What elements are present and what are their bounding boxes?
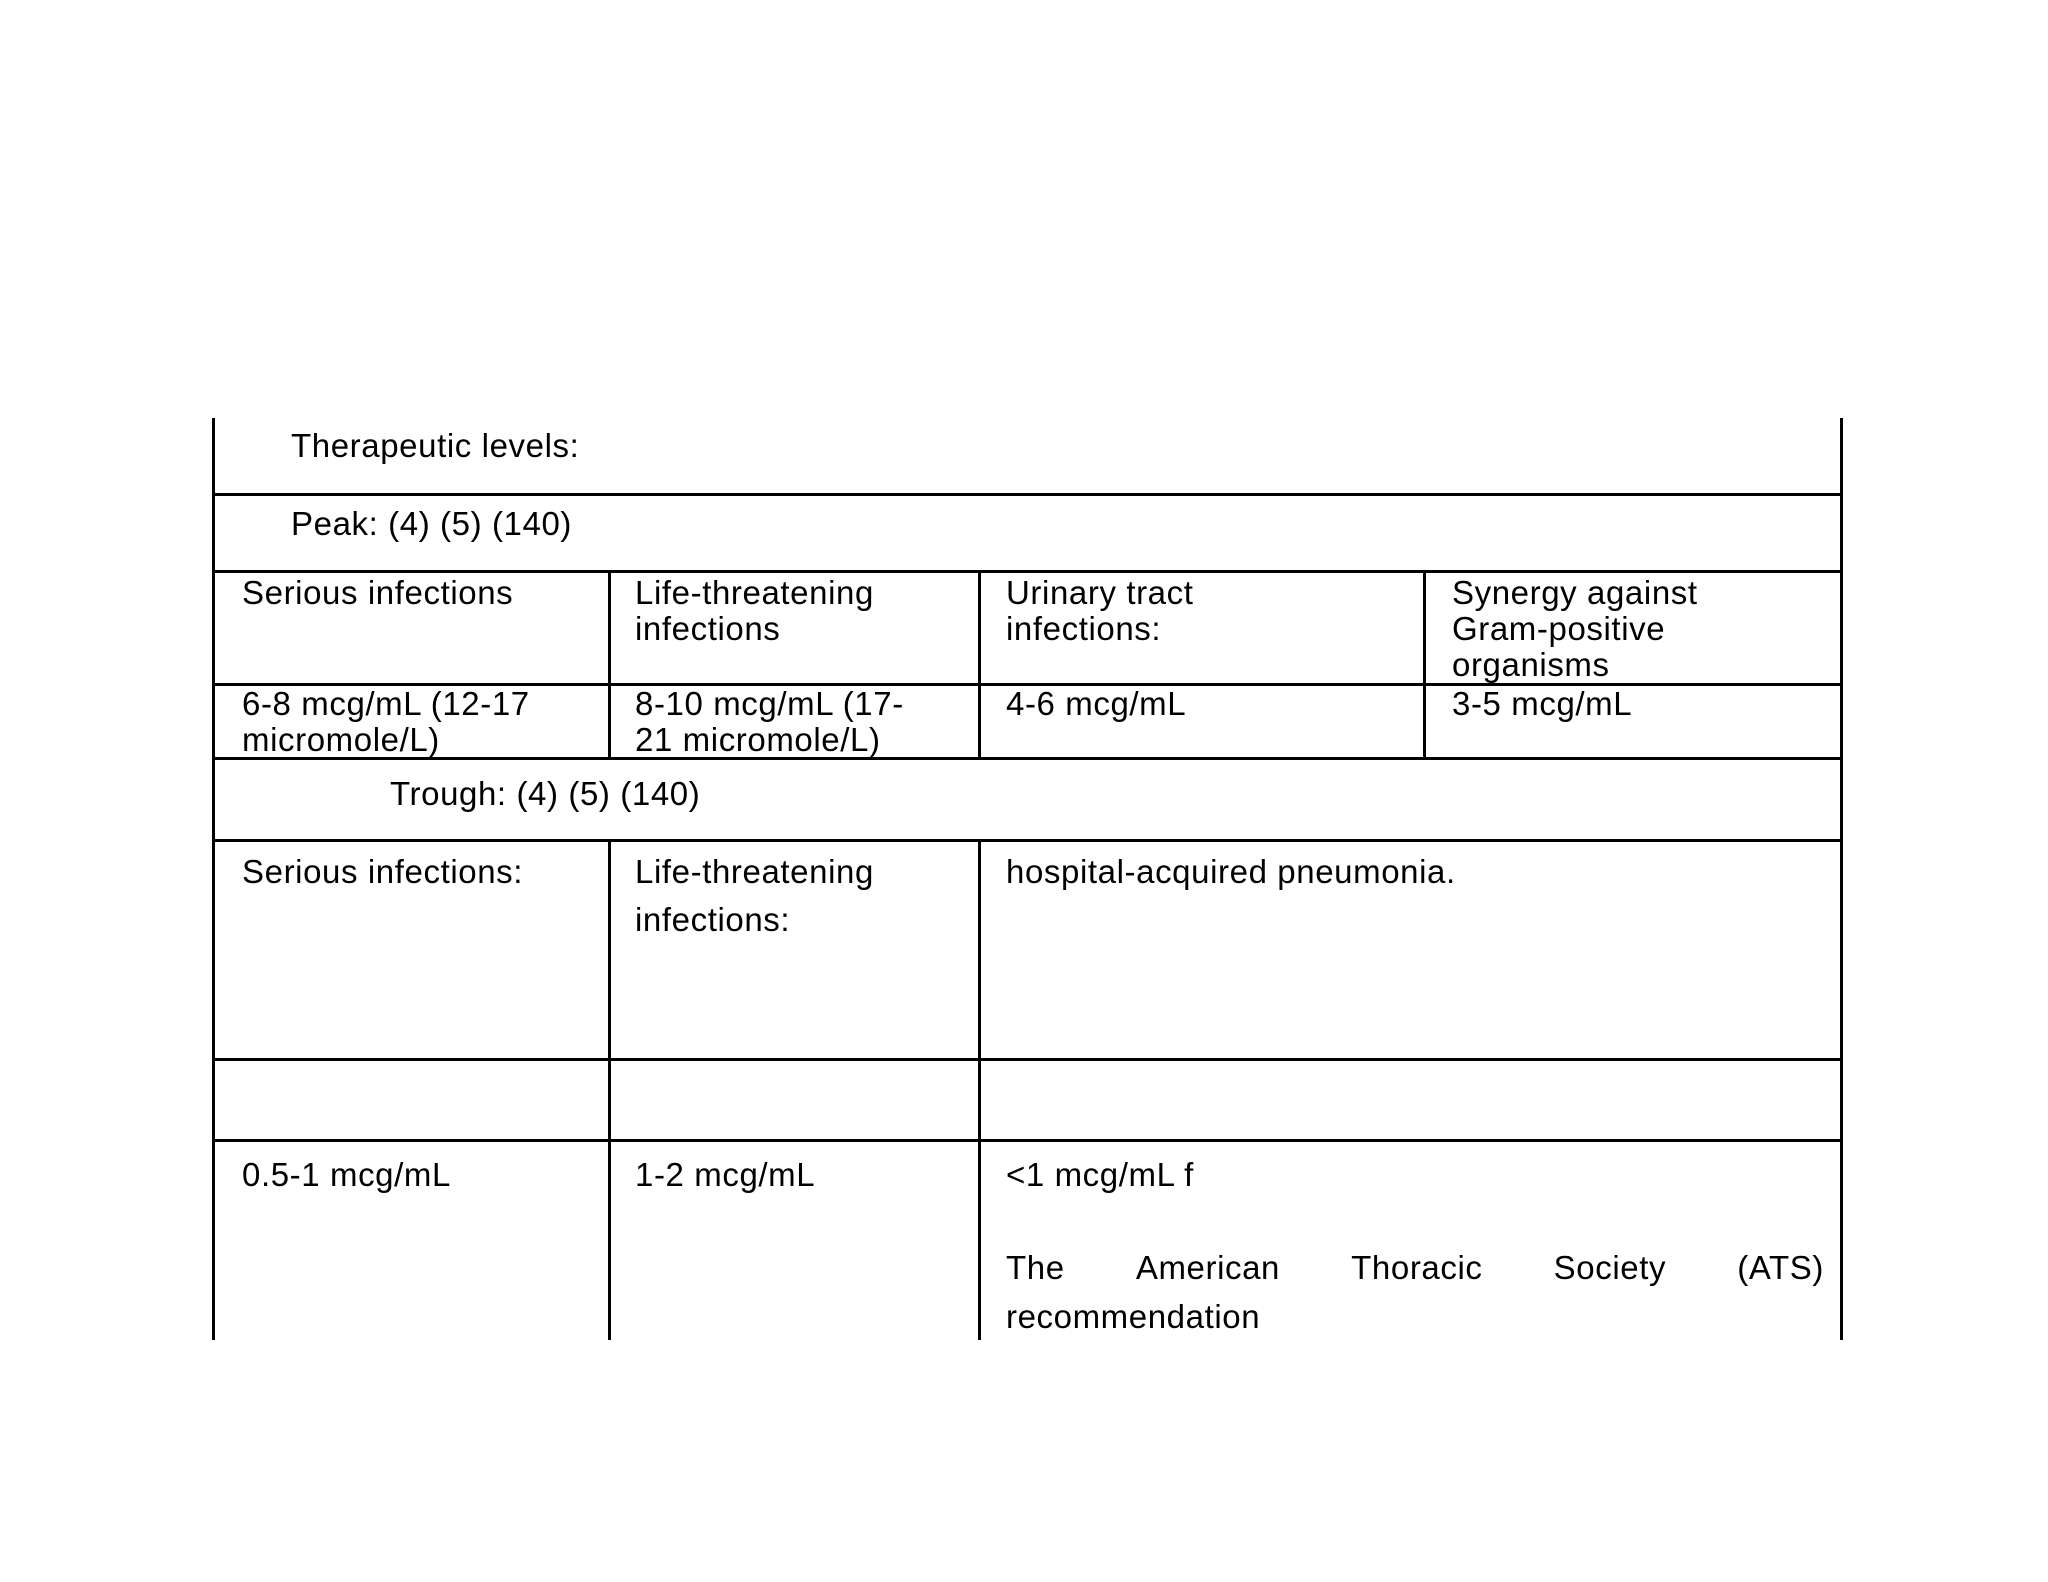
- column-divider-1-trough: [608, 839, 611, 1340]
- row-divider: [212, 1058, 1843, 1061]
- trough-header-hospital-acquired-pneumonia: hospital-acquired pneumonia.: [1006, 853, 1456, 890]
- peak-header-urinary-tract: Urinary tract infections:: [1006, 574, 1194, 647]
- column-divider-1-peak: [608, 570, 611, 758]
- peak-header-synergy: Synergy against Gram-positive organisms: [1452, 574, 1698, 683]
- row-divider: [212, 570, 1843, 573]
- trough-header-life-threatening: Life-threatening infections:: [635, 853, 874, 938]
- column-divider-3-peak: [1423, 570, 1426, 758]
- trough-value-serious-infections: 0.5-1 mcg/mL: [242, 1156, 451, 1193]
- column-divider-2-peak: [978, 570, 981, 758]
- table-left-border: [212, 418, 215, 1340]
- ats-note-word: Thoracic: [1351, 1249, 1483, 1286]
- trough-header-serious-infections: Serious infections:: [242, 853, 524, 890]
- ats-note-word: Society: [1553, 1249, 1667, 1286]
- row-divider: [212, 493, 1843, 496]
- peak-value-serious-infections: 6-8 mcg/mL (12-17 micromole/L): [242, 685, 530, 758]
- peak-heading: Peak: (4) (5) (140): [291, 505, 572, 542]
- peak-header-serious-infections: Serious infections: [242, 574, 514, 611]
- peak-value-life-threatening: 8-10 mcg/mL (17- 21 micromole/L): [635, 685, 904, 758]
- trough-heading: Trough: (4) (5) (140): [390, 775, 701, 812]
- row-divider: [212, 839, 1843, 842]
- peak-value-synergy: 3-5 mcg/mL: [1452, 685, 1633, 722]
- ats-note-last-line: recommendation: [1006, 1298, 1261, 1335]
- ats-note: [1006, 1250, 1824, 1335]
- row-divider: [212, 1139, 1843, 1142]
- column-divider-2-trough: [978, 839, 981, 1340]
- peak-value-urinary-tract: 4-6 mcg/mL: [1006, 685, 1187, 722]
- ats-note-word: The: [1006, 1249, 1065, 1286]
- ats-note-word: (ATS): [1737, 1249, 1824, 1286]
- ats-note-word: American: [1135, 1249, 1281, 1286]
- trough-value-hospital-acquired-pneumonia: <1 mcg/mL f: [1006, 1156, 1194, 1193]
- trough-value-life-threatening: 1-2 mcg/mL: [635, 1156, 816, 1193]
- table-right-border: [1840, 418, 1843, 1340]
- peak-header-life-threatening: Life-threatening infections: [635, 574, 874, 647]
- ats-note-justified-line: [1006, 1250, 1824, 1286]
- therapeutic-levels-title: Therapeutic levels:: [291, 427, 580, 464]
